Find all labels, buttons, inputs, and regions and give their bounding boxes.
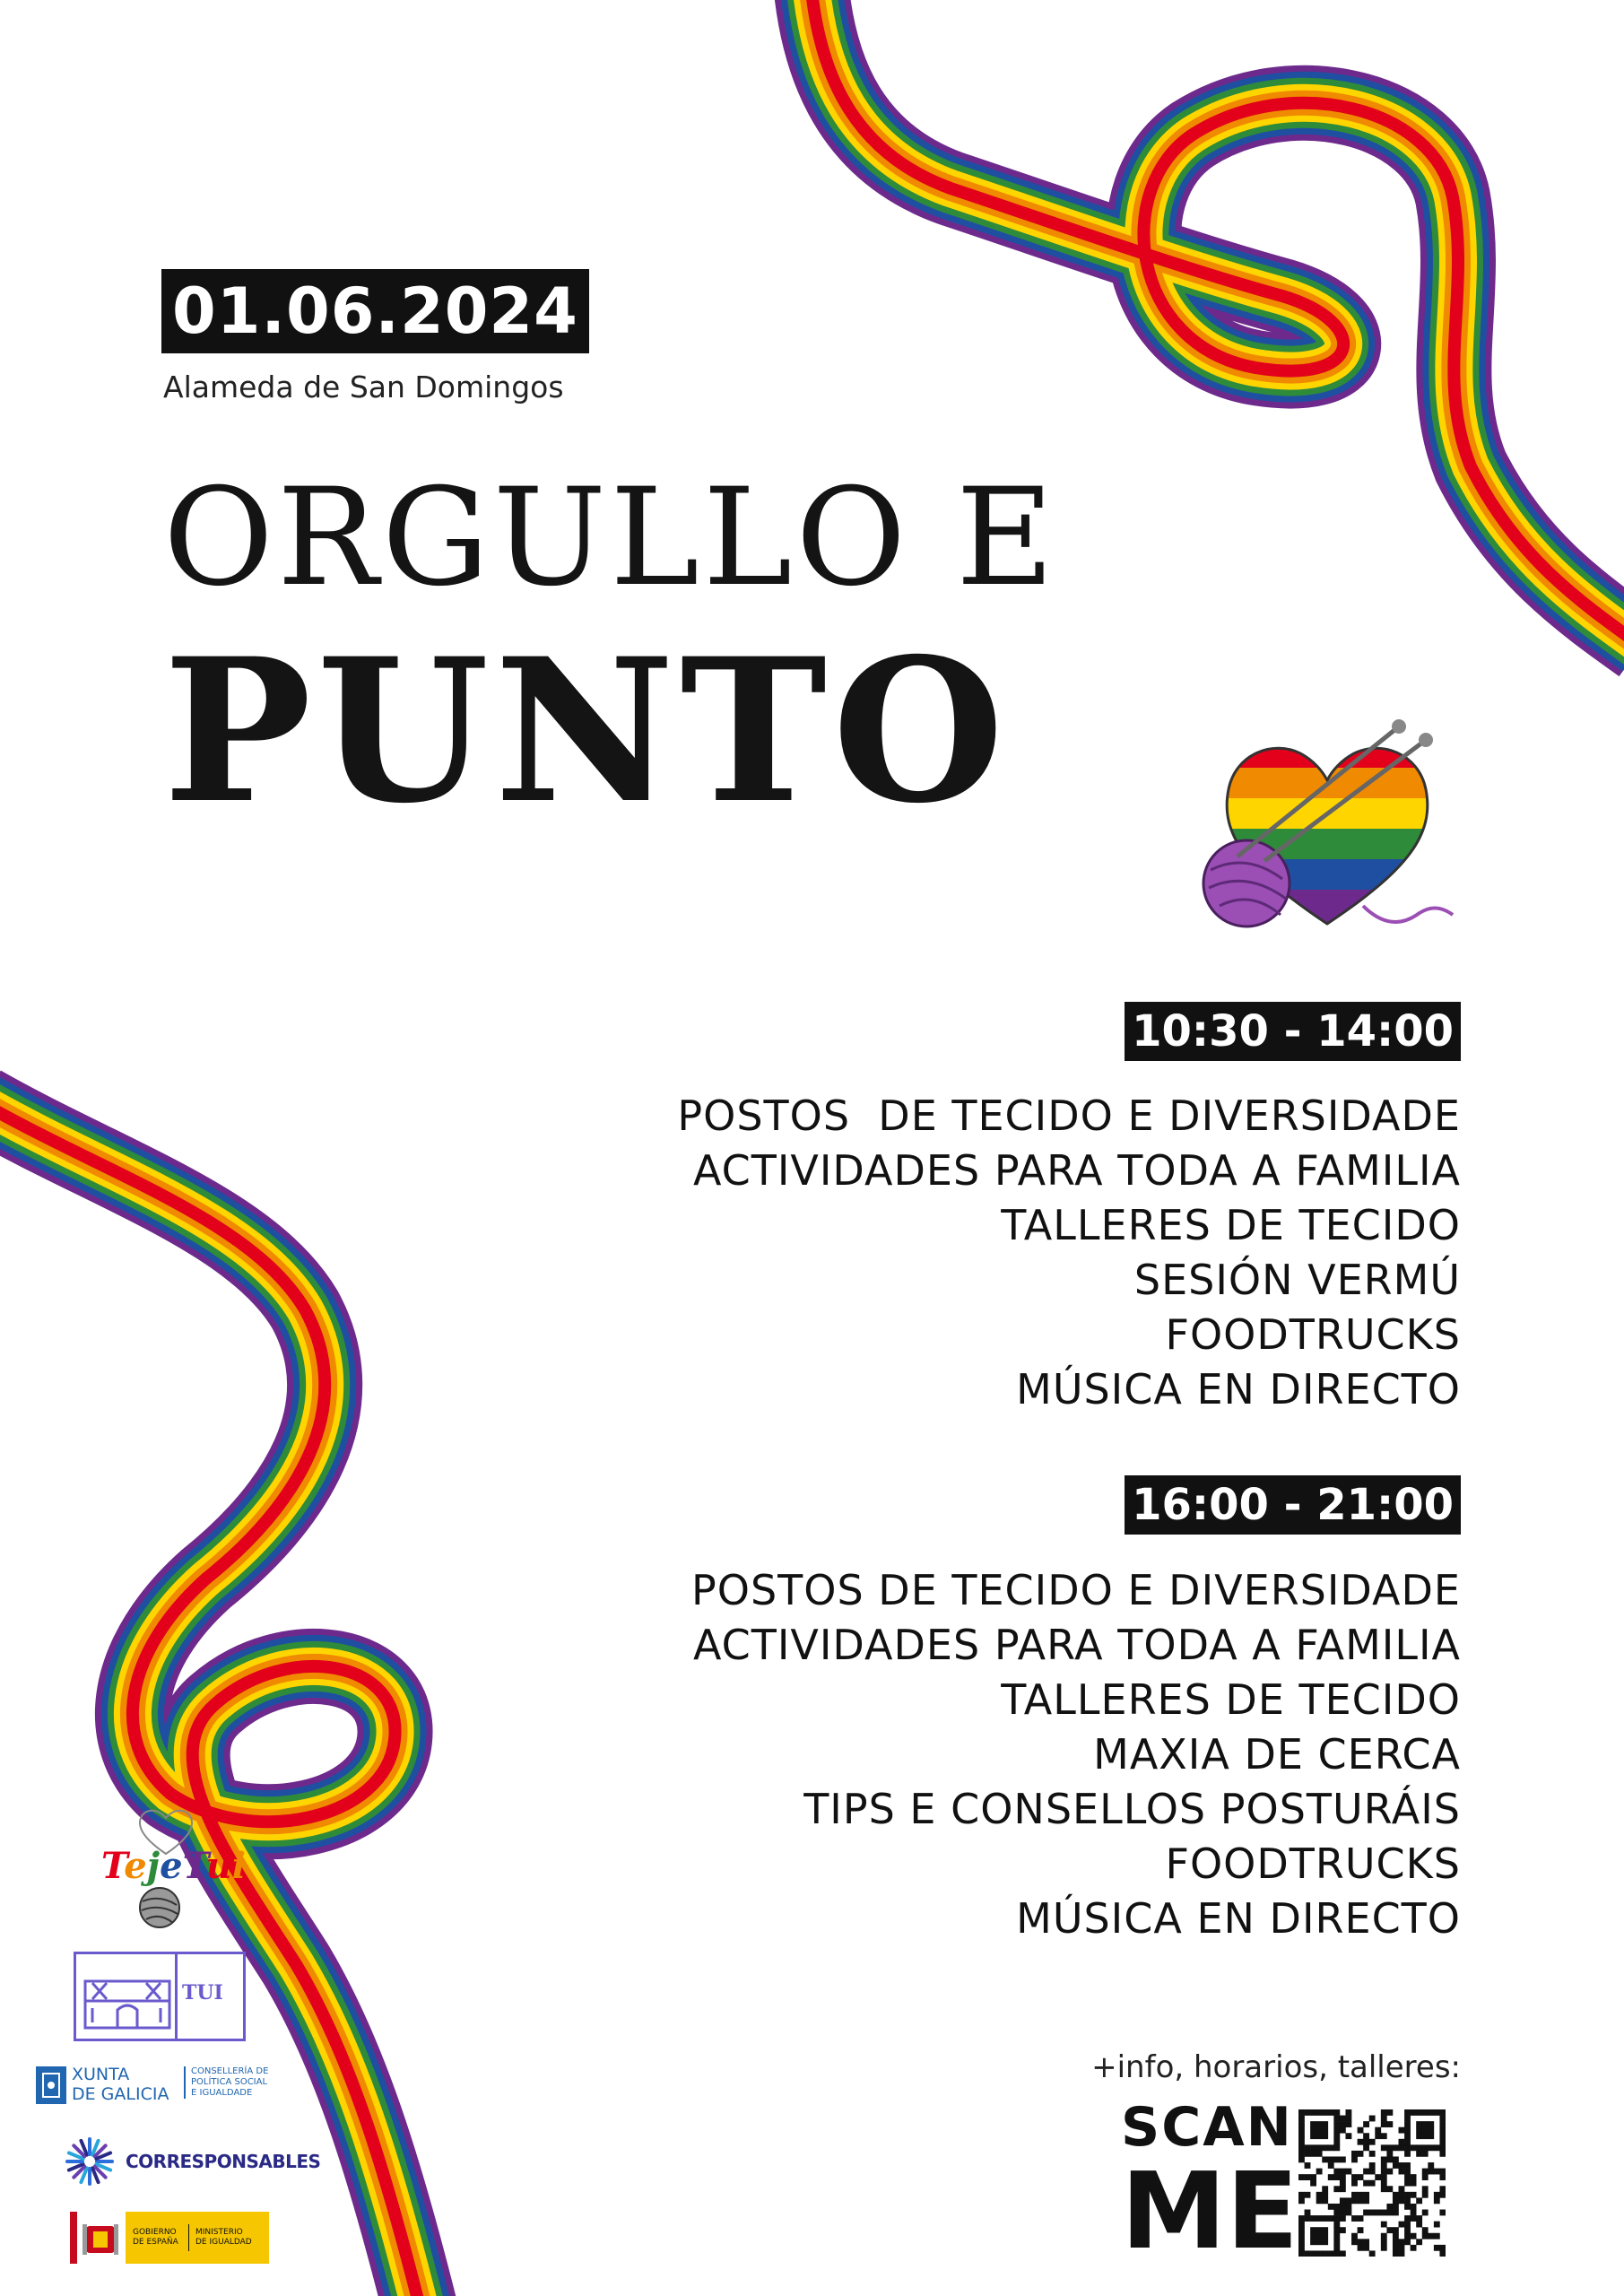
me-label: ME bbox=[1121, 2149, 1299, 2273]
event-title-line1: ORGULLO E bbox=[163, 460, 1058, 616]
morning-time-badge: 10:30 - 14:00 bbox=[1125, 1002, 1461, 1061]
corresponsables-logo bbox=[65, 2135, 321, 2188]
spain-coat-of-arms-icon bbox=[81, 2219, 120, 2258]
ministerio-text: MINISTERIO DE IGUALDAD bbox=[195, 2228, 252, 2247]
list-item: ACTIVIDADES PARA TODA A FAMILIA bbox=[692, 1146, 1461, 1195]
xunta-department: CONSELLERÍA DE POLÍTICA SOCIAL E IGUALDADE bbox=[184, 2066, 268, 2099]
event-venue: Alameda de San Domingos bbox=[163, 370, 564, 404]
afternoon-activities-list bbox=[691, 1563, 1461, 1946]
afternoon-time-badge: 16:00 - 21:00 bbox=[1125, 1475, 1461, 1535]
xunta-shield-icon bbox=[36, 2066, 66, 2104]
rainbow-ribbon-bottom bbox=[0, 1103, 421, 2296]
scan-me-label bbox=[1121, 2096, 1299, 2273]
tejetui-logo-text: TejeTui bbox=[101, 1845, 246, 1887]
morning-activities-list bbox=[677, 1089, 1461, 1417]
corresponsables-burst-icon bbox=[65, 2136, 115, 2187]
xunta-de-galicia-logo bbox=[36, 2063, 296, 2109]
yarn-ball-icon bbox=[137, 1885, 182, 1930]
tejetui-logo bbox=[94, 1805, 246, 1930]
list-item: MÚSICA EN DIRECTO bbox=[1016, 1365, 1461, 1413]
list-item: SESIÓN VERMÚ bbox=[1133, 1256, 1461, 1304]
list-item: POSTOS DE TECIDO E DIVERSIDADE bbox=[677, 1091, 1461, 1140]
list-item: TALLERES DE TECIDO bbox=[1001, 1675, 1461, 1724]
gobierno-text: GOBIERNO DE ESPAÑA bbox=[133, 2228, 178, 2247]
corresponsables-text: CORRESPONSABLES bbox=[126, 2151, 321, 2172]
list-item: MAXIA DE CERCA bbox=[1093, 1730, 1461, 1779]
list-item: ACTIVIDADES PARA TODA A FAMILIA bbox=[692, 1621, 1461, 1669]
list-item: FOODTRUCKS bbox=[1165, 1839, 1461, 1888]
list-item: MÚSICA EN DIRECTO bbox=[1016, 1894, 1461, 1943]
event-date-badge: 01.06.2024 bbox=[161, 269, 589, 353]
xunta-name: XUNTA DE GALICIA bbox=[72, 2065, 169, 2104]
tui-logo bbox=[74, 1952, 246, 2041]
scan-label: SCAN bbox=[1121, 2096, 1293, 2159]
tui-logo-text: TUI bbox=[182, 1981, 223, 2005]
list-item: POSTOS DE TECIDO E DIVERSIDADE bbox=[691, 1566, 1461, 1614]
list-item: TIPS E CONSELLOS POSTURÁIS bbox=[803, 1785, 1461, 1833]
list-item: TALLERES DE TECIDO bbox=[1001, 1201, 1461, 1249]
tui-emblem-icon bbox=[83, 1963, 171, 2030]
list-item: FOODTRUCKS bbox=[1165, 1310, 1461, 1359]
event-title-line2: PUNTO bbox=[163, 614, 1010, 847]
info-text: +info, horarios, talleres: bbox=[1091, 2049, 1461, 2085]
yarn-heart-icon bbox=[1184, 700, 1471, 951]
qr-code-icon[interactable] bbox=[1298, 2109, 1446, 2257]
gobierno-espana-logo bbox=[70, 2212, 269, 2264]
